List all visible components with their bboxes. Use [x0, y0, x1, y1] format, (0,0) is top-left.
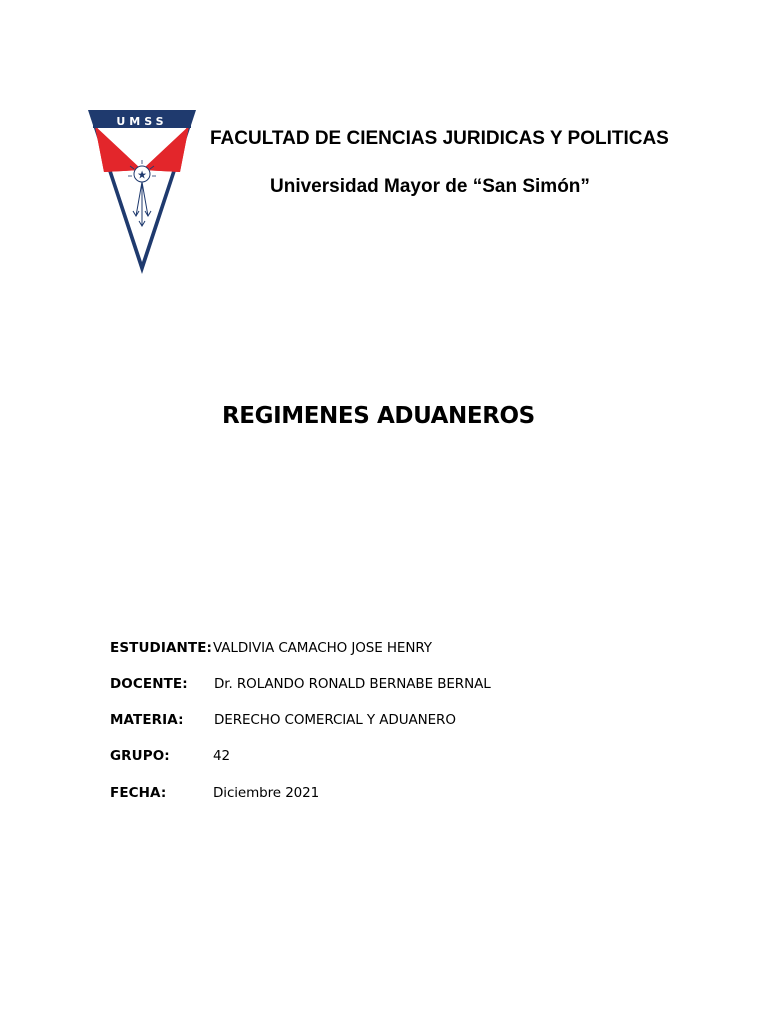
info-value: VALDIVIA CAMACHO JOSE HENRY [213, 640, 432, 656]
info-label: FECHA: [110, 785, 167, 801]
logo-text: UMSS [116, 115, 168, 128]
info-label: GRUPO: [110, 748, 170, 764]
info-label: ESTUDIANTE: [110, 640, 213, 656]
document-title: REGIMENES ADUANEROS [222, 403, 535, 429]
star-icon: ★ [137, 168, 147, 182]
umss-shield-logo [86, 108, 198, 278]
info-value: Diciembre 2021 [213, 785, 320, 801]
info-value: 42 [213, 748, 230, 764]
info-value: Dr. ROLANDO RONALD BERNABE BERNAL [214, 676, 491, 692]
info-value: DERECHO COMERCIAL Y ADUANERO [214, 712, 456, 728]
info-label: MATERIA: [110, 712, 184, 728]
faculty-name: FACULTAD DE CIENCIAS JURIDICAS Y POLITICAS [210, 128, 669, 149]
university-name: Universidad Mayor de “San Simón” [270, 176, 590, 197]
info-label: DOCENTE: [110, 676, 188, 692]
university-logo [86, 108, 198, 278]
